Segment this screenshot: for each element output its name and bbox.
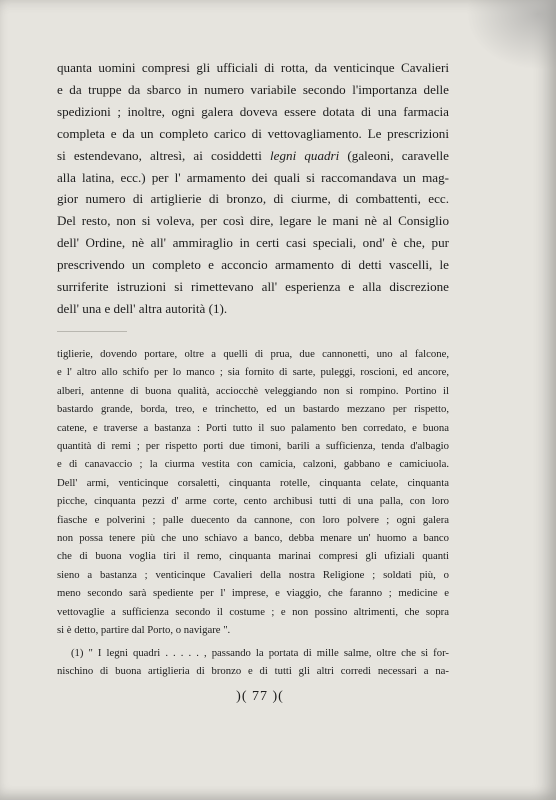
text-line: e da truppe da sbarco in numero variabile secondo l'importanza delle bbox=[57, 81, 449, 97]
note-line: Dell' armi, venticinque corsaletti, cinquanta rotelle, cinquanta celate, cinquanta bbox=[57, 476, 449, 489]
text-line: gior numero di artiglierie di bronzo, di ciurme, di combattenti, ecc. bbox=[57, 191, 449, 207]
note-line: quantità di remi ; per rispetto porti due timoni, barili a sufficienza, tenda d'albagio bbox=[57, 440, 449, 453]
text-line-with-italic bbox=[57, 145, 449, 167]
page-number: )( 77 )( bbox=[236, 689, 284, 704]
text-line: completa e da un completo carico di vettovagliamento. Le prescrizioni bbox=[57, 125, 449, 141]
note-line: che di buona voglia tiri il remo, cinquanta marinai compresi gli ufiziali quanti bbox=[57, 550, 449, 563]
italic-term: legni quadri bbox=[270, 147, 340, 163]
note-line: sieno a bastanza ; venticinque Cavalieri della nostra Religione ; soldati più, o bbox=[57, 568, 449, 581]
text-line: dell' Ordine, nè all' ammiraglio in certi casi speciali, ond' è che, pur bbox=[57, 235, 449, 251]
text-line: alla latina, ecc.) per l' armamento dei quali si raccomandava un mag- bbox=[57, 169, 449, 185]
note-line: bastardo grande, borda, treo, e trinchetto, ed un bastardo mezzano per rispetto, bbox=[57, 403, 449, 416]
footnote-1 bbox=[57, 644, 449, 681]
text-line: Del resto, non si voleva, per così dire, legare le mani nè al Consiglio bbox=[57, 213, 449, 229]
text-line-tail: (galeoni, caravelle bbox=[347, 147, 449, 163]
note-line: tiglierie, dovendo portare, oltre a quelli di prua, due cannonetti, uno al falcone, bbox=[57, 348, 449, 360]
note-line: catene, e traverse a bastanza : Porti tutto il suo palamento ben corredato, e buona bbox=[57, 421, 449, 434]
footnote-line: nischino di buona artiglieria di bronzo e di tutti gli altri corredi necessari a na- bbox=[57, 664, 449, 677]
text-line: surriferite istruzioni si rimettevano all' esperienza e alla discrezione bbox=[57, 279, 449, 295]
note-line: alberi, antenne di buona qualità, acciocchè veleggiando non si rompino. Portino il bbox=[57, 384, 449, 397]
text-line: quanta uomini compresi gli ufficiali di rotta, da venticinque Cavalieri bbox=[57, 60, 449, 75]
main-paragraph bbox=[57, 57, 449, 320]
paper-stain bbox=[466, 0, 556, 70]
note-line: vettovaglie a sufficienza secondo il costume ; e non possino altrimenti, che sopra bbox=[57, 605, 449, 618]
footnote-line: (1) " I legni quadri . . . . . , passando la portata di mille salme, oltre che si for- bbox=[71, 646, 449, 659]
note-line: meno secondo sarà spediente per l' imprese, e viaggio, che faranno ; medicine e bbox=[57, 587, 449, 600]
footnote-divider bbox=[57, 331, 127, 332]
note-line: non possa tenere più che uno schiavo a banco, debba menare un' huomo a banco bbox=[57, 532, 449, 545]
note-line: e l' altro allo schifo per lo manco ; sia fornito di sarte, puleggi, roscioni, ed ancore, bbox=[57, 366, 449, 379]
note-line: si è detto, partire dal Porto, o navigare ". bbox=[57, 624, 231, 637]
note-line: e di canavaccio ; la ciurma vestita con camicia, calzoni, gabbano e camiciuola. bbox=[57, 458, 449, 471]
text-line: spedizioni ; inoltre, ogni galera doveva essere dotata di una farmacia bbox=[57, 103, 449, 119]
footnotes bbox=[57, 345, 449, 680]
text-line: dell' una e dell' altra autorità (1). bbox=[57, 300, 228, 316]
note-line: picche, cinquanta pezzi d' arme corte, cento archibusi tutti di una palla, con loro bbox=[57, 495, 449, 508]
text-line: prescrivendo un completo e acconcio armamento di detti vascelli, le bbox=[57, 257, 449, 273]
text-line-head: si estendevano, altresì, ai cosiddetti bbox=[57, 147, 262, 163]
note-line: fiasche e polverini ; palle duecento da cannone, con loro polvere ; ogni galera bbox=[57, 513, 449, 526]
